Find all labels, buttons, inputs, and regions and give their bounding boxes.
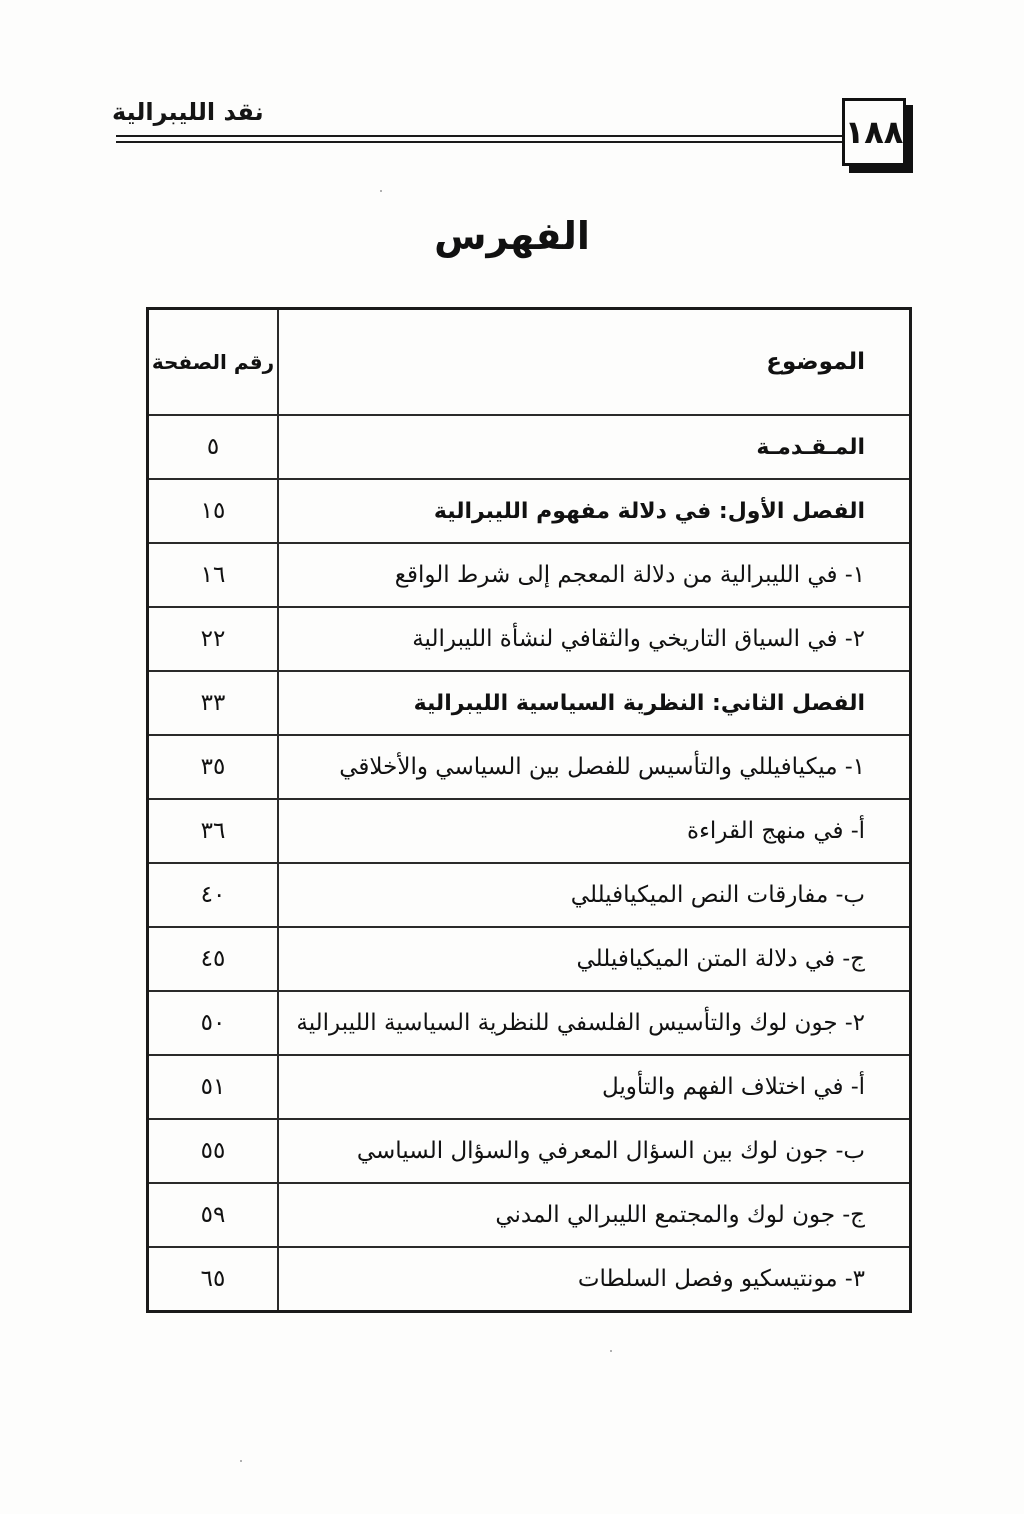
toc-topic: الفصل الأول: في دلالة مفهوم الليبرالية xyxy=(278,479,911,543)
toc-page-number: ٥ xyxy=(148,415,279,479)
toc-page-number: ٤٥ xyxy=(148,927,279,991)
toc-page-number: ٥٥ xyxy=(148,1119,279,1183)
toc-row xyxy=(148,863,911,927)
toc-page-number: ١٥ xyxy=(148,479,279,543)
toc-page-number: ٣٥ xyxy=(148,735,279,799)
page-number-box xyxy=(842,98,906,166)
header-rule-top xyxy=(116,135,846,137)
toc-row xyxy=(148,671,911,735)
toc-header-page: رقم الصفحة xyxy=(148,309,279,416)
toc-page-number: ٢٢ xyxy=(148,607,279,671)
toc-row xyxy=(148,991,911,1055)
paper-speck xyxy=(380,190,382,192)
toc-topic: أ- في منهج القراءة xyxy=(278,799,911,863)
toc-header-row xyxy=(148,309,911,416)
toc-row xyxy=(148,735,911,799)
toc-topic: ١- في الليبرالية من دلالة المعجم إلى شرط الواقع xyxy=(278,543,911,607)
toc-row xyxy=(148,799,911,863)
toc-header-topic: الموضوع xyxy=(278,309,911,416)
toc-row xyxy=(148,415,911,479)
toc-row xyxy=(148,1247,911,1312)
toc-topic: المـقـدمـة xyxy=(278,415,911,479)
toc-page-number: ٤٠ xyxy=(148,863,279,927)
toc-row xyxy=(148,927,911,991)
toc-topic: ٢- جون لوك والتأسيس الفلسفي للنظرية السياسية الليبرالية xyxy=(278,991,911,1055)
toc-topic: ج- في دلالة المتن الميكيافيللي xyxy=(278,927,911,991)
toc-topic: الفصل الثاني: النظرية السياسية الليبرالية xyxy=(278,671,911,735)
toc-row xyxy=(148,543,911,607)
toc-title: الفهرس xyxy=(434,214,590,258)
toc-row xyxy=(148,1119,911,1183)
running-book-title: نقد الليبرالية xyxy=(112,98,264,126)
toc-topic: ١- ميكيافيللي والتأسيس للفصل بين السياسي والأخلاقي xyxy=(278,735,911,799)
toc-row xyxy=(148,1183,911,1247)
toc-topic: ب- مفارقات النص الميكيافيللي xyxy=(278,863,911,927)
toc-row xyxy=(148,1055,911,1119)
toc-page-number: ٣٦ xyxy=(148,799,279,863)
toc-table xyxy=(146,307,912,1313)
toc-topic: ٣- مونتيسكيو وفصل السلطات xyxy=(278,1247,911,1312)
header-rule-bottom xyxy=(116,141,846,143)
paper-speck xyxy=(240,1460,242,1462)
page-number: ١٨٨ xyxy=(844,113,904,151)
toc-row xyxy=(148,607,911,671)
toc-page-number: ٦٥ xyxy=(148,1247,279,1312)
paper-speck xyxy=(610,1350,612,1352)
toc-page-number: ١٦ xyxy=(148,543,279,607)
toc-topic: ب- جون لوك بين السؤال المعرفي والسؤال السياسي xyxy=(278,1119,911,1183)
toc-page-number: ٥٩ xyxy=(148,1183,279,1247)
toc-topic: ج- جون لوك والمجتمع الليبرالي المدني xyxy=(278,1183,911,1247)
toc-topic: ٢- في السياق التاريخي والثقافي لنشأة الليبرالية xyxy=(278,607,911,671)
toc-row xyxy=(148,479,911,543)
toc-page-number: ٥١ xyxy=(148,1055,279,1119)
toc-page-number: ٥٠ xyxy=(148,991,279,1055)
toc-topic: أ- في اختلاف الفهم والتأويل xyxy=(278,1055,911,1119)
toc-page-number: ٣٣ xyxy=(148,671,279,735)
